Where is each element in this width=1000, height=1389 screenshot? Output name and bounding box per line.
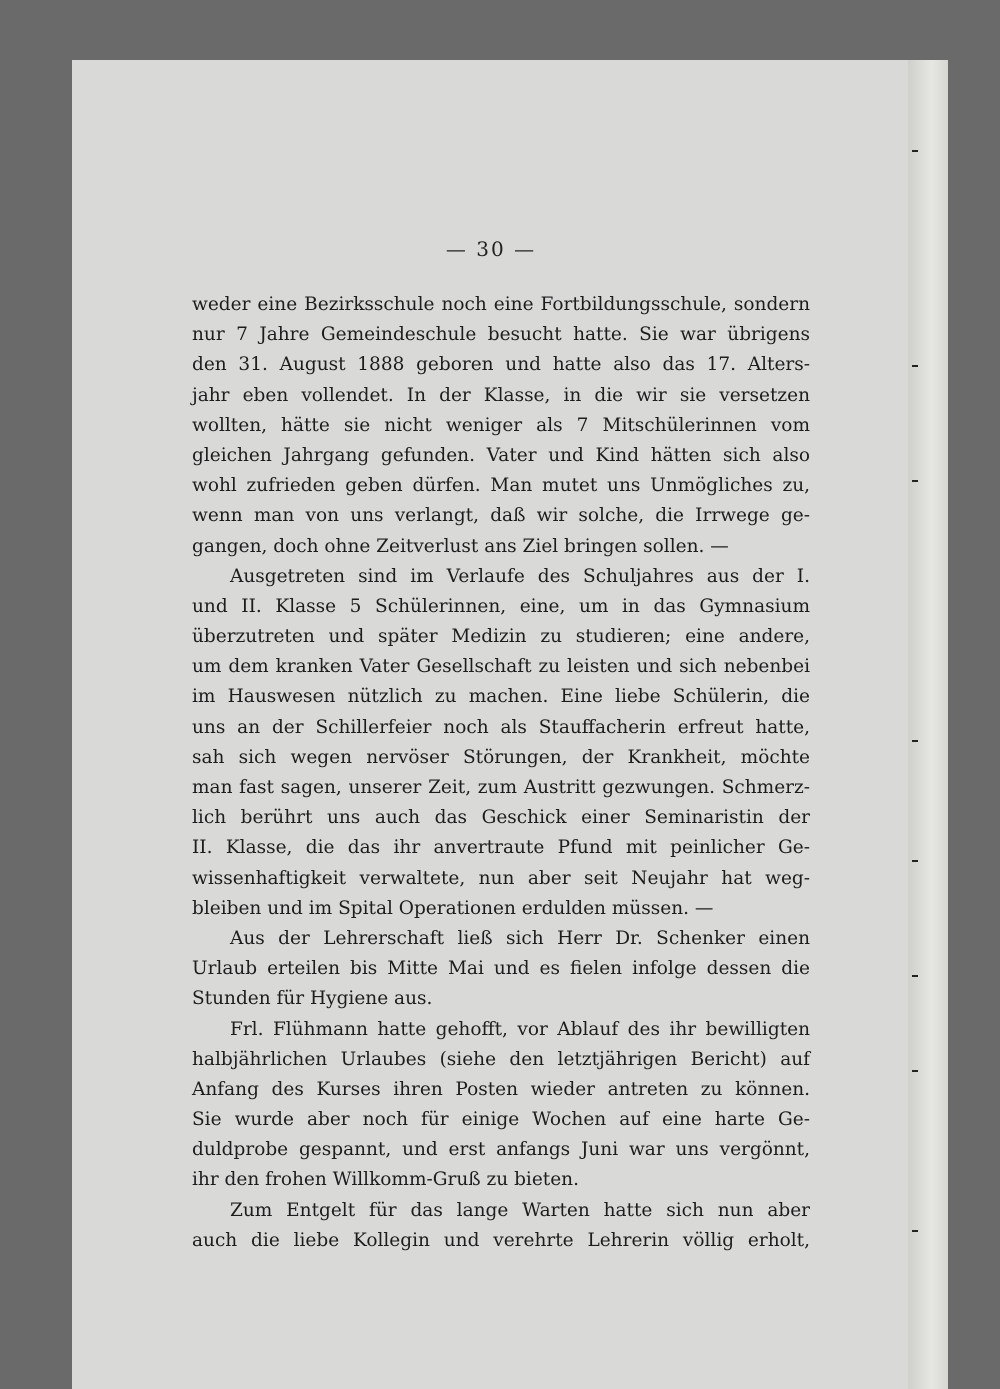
text-line: wissenhaftigkeit verwaltete, nun aber seit Neujahr hat weg-: [192, 867, 810, 889]
text-line: Stunden für Hygiene aus.: [192, 988, 433, 1010]
text-line: Sie wurde aber noch für einige Wochen auf eine harte Ge-: [192, 1109, 810, 1131]
text-line: wollten, hätte sie nicht weniger als 7 Mitschülerinnen vom: [192, 414, 810, 436]
edge-mark: [912, 480, 918, 482]
edge-mark: [912, 1070, 918, 1072]
page-edge: [908, 60, 948, 1389]
edge-mark: [912, 975, 918, 977]
text-line: jahr eben vollendet. In der Klasse, in die wir sie versetzen: [192, 384, 810, 406]
text-line: wenn man von uns verlangt, daß wir solche, die Irrwege ge-: [192, 505, 810, 527]
text-line: überzutreten und später Medizin zu studieren; eine andere,: [192, 626, 810, 648]
text-line: nur 7 Jahre Gemeindeschule besucht hatte. Sie war übrigens: [192, 324, 810, 346]
text-line: Urlaub erteilen bis Mitte Mai und es fielen infolge dessen die: [192, 958, 810, 980]
text-line: gleichen Jahrgang gefunden. Vater und Kind hätten sich also: [192, 444, 810, 466]
text-line: ihr den frohen Willkomm-Gruß zu bieten.: [192, 1169, 579, 1191]
text-line: lich berührt uns auch das Geschick einer Seminaristin der: [192, 807, 810, 829]
text-line: sah sich wegen nervöser Störungen, der Krankheit, möchte: [192, 746, 810, 768]
text-line: im Hauswesen nützlich zu machen. Eine liebe Schülerin, die: [192, 686, 810, 708]
text-line: Ausgetreten sind im Verlaufe des Schuljahres aus der I.: [230, 565, 810, 587]
text-line: Frl. Flühmann hatte gehofft, vor Ablauf des ihr bewilligten: [230, 1018, 810, 1040]
edge-mark: [912, 860, 918, 862]
text-line: wohl zufrieden geben dürfen. Man mutet uns Unmögliches zu,: [192, 475, 810, 497]
document-page: [72, 60, 910, 1389]
edge-mark: [912, 365, 918, 367]
text-line: uns an der Schillerfeier noch als Stauffacherin erfreut hatte,: [192, 716, 810, 738]
edge-mark: [912, 1230, 918, 1232]
page-number: — 30 —: [445, 237, 537, 261]
body-text: [192, 290, 810, 1256]
text-line: Aus der Lehrerschaft ließ sich Herr Dr. Schenker einen: [230, 927, 810, 949]
text-line: weder eine Bezirksschule noch eine Fortbildungsschule, sondern: [192, 294, 810, 315]
text-line: um dem kranken Vater Gesellschaft zu leisten und sich nebenbei: [192, 656, 810, 678]
text-line: den 31. August 1888 geboren und hatte also das 17. Alters-: [192, 354, 810, 376]
text-line: und II. Klasse 5 Schülerinnen, eine, um in das Gymnasium: [192, 595, 810, 617]
text-line: II. Klasse, die das ihr anvertraute Pfund mit peinlicher Ge-: [192, 837, 810, 859]
text-line: Zum Entgelt für das lange Warten hatte sich nun aber: [230, 1199, 810, 1221]
text-line: auch die liebe Kollegin und verehrte Lehrerin völlig erholt,: [192, 1229, 810, 1251]
text-line: duldprobe gespannt, und erst anfangs Juni war uns vergönnt,: [192, 1139, 810, 1161]
text-line: halbjährlichen Urlaubes (siehe den letztjährigen Bericht) auf: [192, 1048, 810, 1070]
text-line: gangen, doch ohne Zeitverlust ans Ziel bringen sollen. —: [192, 535, 729, 557]
text-line: man fast sagen, unserer Zeit, zum Austritt gezwungen. Schmerz-: [192, 777, 810, 798]
edge-mark: [912, 740, 918, 742]
text-line: Anfang des Kurses ihren Posten wieder antreten zu können.: [192, 1078, 810, 1100]
text-line: bleiben und im Spital Operationen erdulden müssen. —: [192, 897, 714, 919]
edge-mark: [912, 150, 918, 152]
